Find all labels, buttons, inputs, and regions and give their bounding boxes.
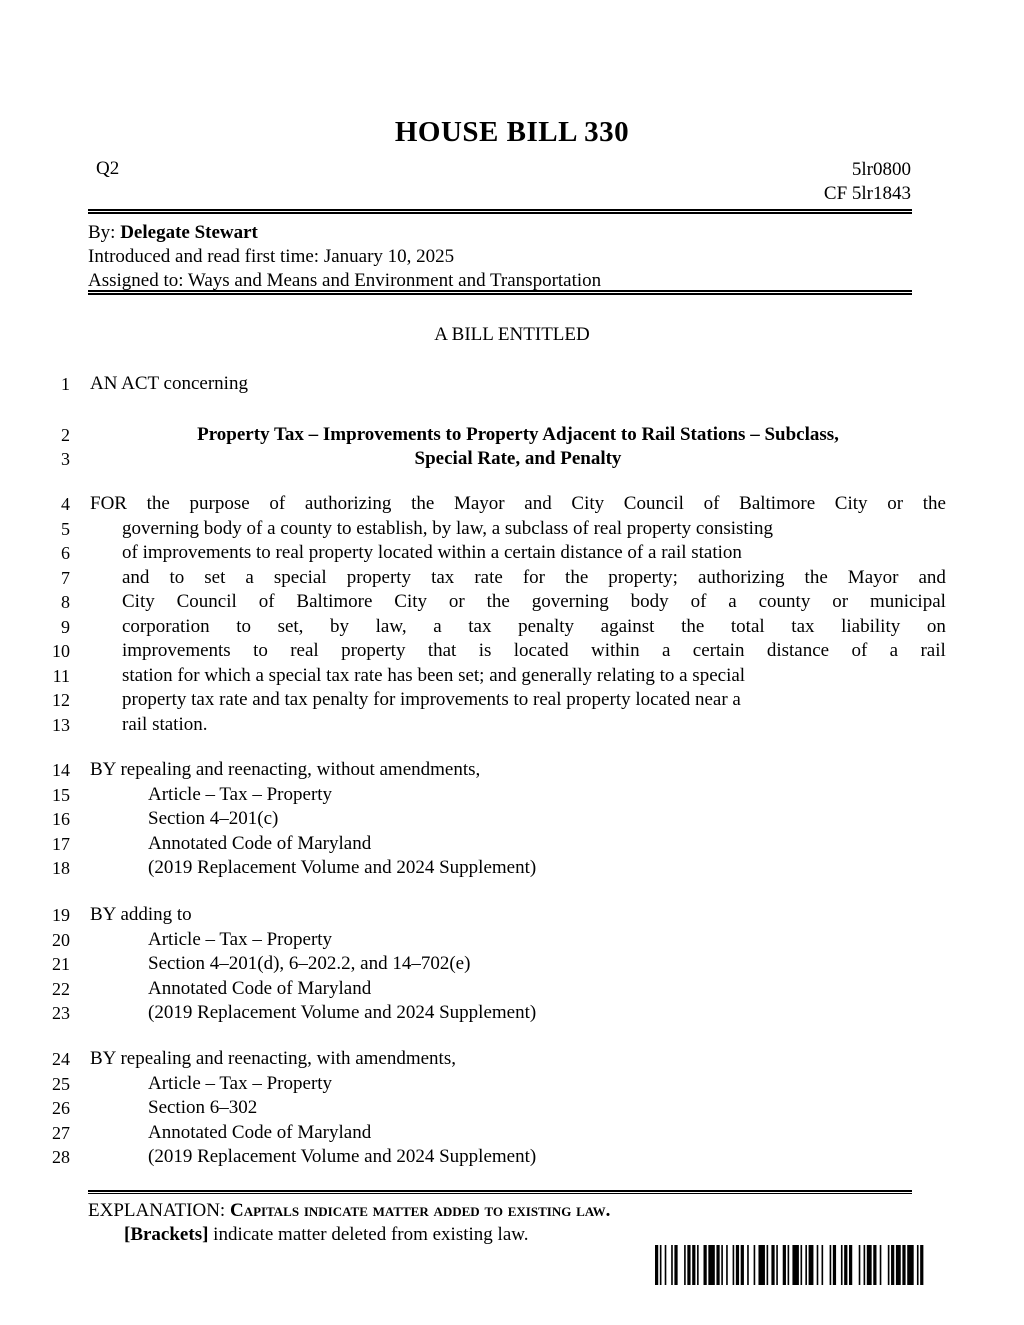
explanation-label: EXPLANATION:	[88, 1200, 226, 1221]
line-text: (2019 Replacement Volume and 2024 Supplement)	[148, 1002, 537, 1023]
line-number: 3	[61, 449, 70, 469]
line-number: 22	[52, 978, 70, 999]
line-text: Section 4–201(d), 6–202.2, and 14–702(e)	[148, 953, 471, 974]
barcode	[655, 1245, 925, 1285]
bill-line	[0, 758, 1024, 783]
line-number: 23	[52, 1003, 70, 1023]
introduced-line: Introduced and read first time: January 10, 2025	[88, 246, 455, 267]
bill-line	[0, 977, 1024, 1002]
line-number: 15	[52, 784, 70, 805]
bill-line	[0, 1047, 1024, 1072]
bill-line	[0, 447, 1024, 472]
bill-line	[0, 952, 1024, 977]
line-text: Annotated Code of Maryland	[148, 1121, 372, 1143]
assigned-line: Assigned to: Ways and Means and Environment and Transportation	[88, 270, 602, 291]
bill-line	[0, 928, 1024, 953]
document-code: Q2	[96, 158, 120, 179]
bill-line	[0, 856, 1024, 881]
explanation-capitals-line	[88, 1199, 610, 1223]
line-text: property tax rate and tax penalty for improvements to real property located near a	[122, 689, 741, 710]
line-number: 20	[52, 929, 70, 950]
line-text: Section 6–302	[148, 1097, 258, 1118]
line-text: (2019 Replacement Volume and 2024 Supplement)	[148, 1146, 537, 1167]
footer-rule	[88, 1190, 912, 1194]
bill-line	[0, 1072, 1024, 1097]
line-number: 13	[52, 714, 70, 735]
lr-number-block	[824, 158, 911, 206]
line-number: 11	[52, 665, 70, 686]
bill-line	[0, 541, 1024, 566]
line-number: 9	[61, 616, 70, 637]
line-text: Article – Tax – Property	[148, 928, 333, 950]
line-number: 26	[52, 1098, 70, 1118]
bill-line	[0, 1096, 1024, 1121]
bill-line	[0, 517, 1024, 542]
line-text: Article – Tax – Property	[148, 783, 333, 805]
line-text: BY repealing and reenacting, with amendments,	[90, 1048, 456, 1069]
line-text: BY repealing and reenacting, without amendments,	[90, 759, 481, 780]
line-text: Annotated Code of Maryland	[148, 832, 372, 854]
line-number: 12	[52, 690, 70, 710]
page-title: HOUSE BILL 330	[394, 116, 630, 148]
bill-line	[0, 566, 1024, 591]
line-number: 1	[61, 374, 70, 394]
sponsor-prefix: By:	[88, 222, 116, 243]
explanation-brackets-line	[88, 1223, 610, 1247]
sponsor-name: Delegate Stewart	[120, 222, 258, 243]
bill-line	[0, 713, 1024, 738]
line-number: 28	[52, 1147, 70, 1167]
explanation-capitals-note: Capitals indicate matter added to existing law.	[229, 1200, 611, 1221]
line-text: (2019 Replacement Volume and 2024 Supplement)	[148, 857, 537, 878]
line-number: 7	[61, 567, 70, 588]
bill-line	[0, 664, 1024, 689]
line-number: 24	[52, 1049, 70, 1069]
line-number: 16	[52, 809, 70, 829]
line-text: City Council of Baltimore City or the governing body of a county or municipal	[122, 591, 946, 612]
lr-number: 5lr0800	[851, 159, 911, 180]
bill-line	[0, 688, 1024, 713]
line-text: AN ACT concerning	[90, 373, 248, 394]
brackets-note: indicate matter deleted from existing law.	[208, 1224, 529, 1245]
sponsor-line	[88, 221, 601, 245]
line-number: 5	[61, 518, 70, 539]
line-text: FOR the purpose of authorizing the Mayor and City Council of Baltimore City or the	[90, 493, 946, 514]
bill-line	[0, 1001, 1024, 1026]
bill-line	[0, 590, 1024, 615]
bill-line	[0, 615, 1024, 640]
line-number: 6	[61, 543, 70, 563]
line-text: BY adding to	[90, 904, 192, 925]
line-text: and to set a special property tax rate for the property; authorizing the Mayor and	[122, 566, 946, 588]
bill-line	[0, 1121, 1024, 1146]
bill-line	[0, 372, 1024, 397]
bill-entitled-heading: A BILL ENTITLED	[434, 324, 590, 345]
line-text: governing body of a county to establish, by law, a subclass of real property consisting	[122, 517, 773, 539]
line-text: Special Rate, and Penalty	[414, 448, 622, 469]
header-rule-top	[88, 209, 912, 214]
bill-line	[0, 832, 1024, 857]
line-number: 18	[52, 858, 70, 878]
bill-line	[0, 807, 1024, 832]
line-text: station for which a special tax rate has been set; and generally relating to a special	[122, 664, 746, 686]
header-rule-bottom	[88, 290, 912, 295]
line-number: 19	[52, 905, 70, 925]
line-number: 25	[52, 1073, 70, 1094]
line-number: 27	[52, 1122, 70, 1143]
line-number: 14	[52, 760, 70, 780]
line-number: 17	[52, 833, 70, 854]
cross-file-number: CF 5lr1843	[823, 183, 911, 204]
bill-line	[0, 1145, 1024, 1170]
line-text: improvements to real property that is located within a certain distance of a rail	[122, 640, 946, 661]
line-text: of improvements to real property located within a certain distance of a rail station	[122, 542, 742, 563]
line-number: 2	[61, 425, 70, 445]
line-number: 8	[61, 592, 70, 612]
line-text: rail station.	[122, 713, 208, 735]
line-text: Article – Tax – Property	[148, 1072, 333, 1094]
line-text: Section 4–201(c)	[148, 808, 279, 829]
bill-line	[0, 492, 1024, 517]
bill-line	[0, 783, 1024, 808]
line-text: Annotated Code of Maryland	[148, 977, 372, 999]
bill-line	[0, 903, 1024, 928]
explanation-block	[88, 1199, 610, 1247]
line-number: 4	[61, 494, 70, 514]
line-text: Property Tax – Improvements to Property Adjacent to Rail Stations – Subclass,	[197, 424, 839, 445]
bill-line	[0, 639, 1024, 664]
brackets-word: [Brackets]	[124, 1224, 209, 1245]
line-number: 10	[52, 641, 70, 661]
line-text: corporation to set, by law, a tax penalty against the total tax liability on	[122, 615, 946, 637]
line-number: 21	[52, 954, 70, 974]
sponsor-block	[88, 221, 601, 293]
bill-line	[0, 423, 1024, 448]
